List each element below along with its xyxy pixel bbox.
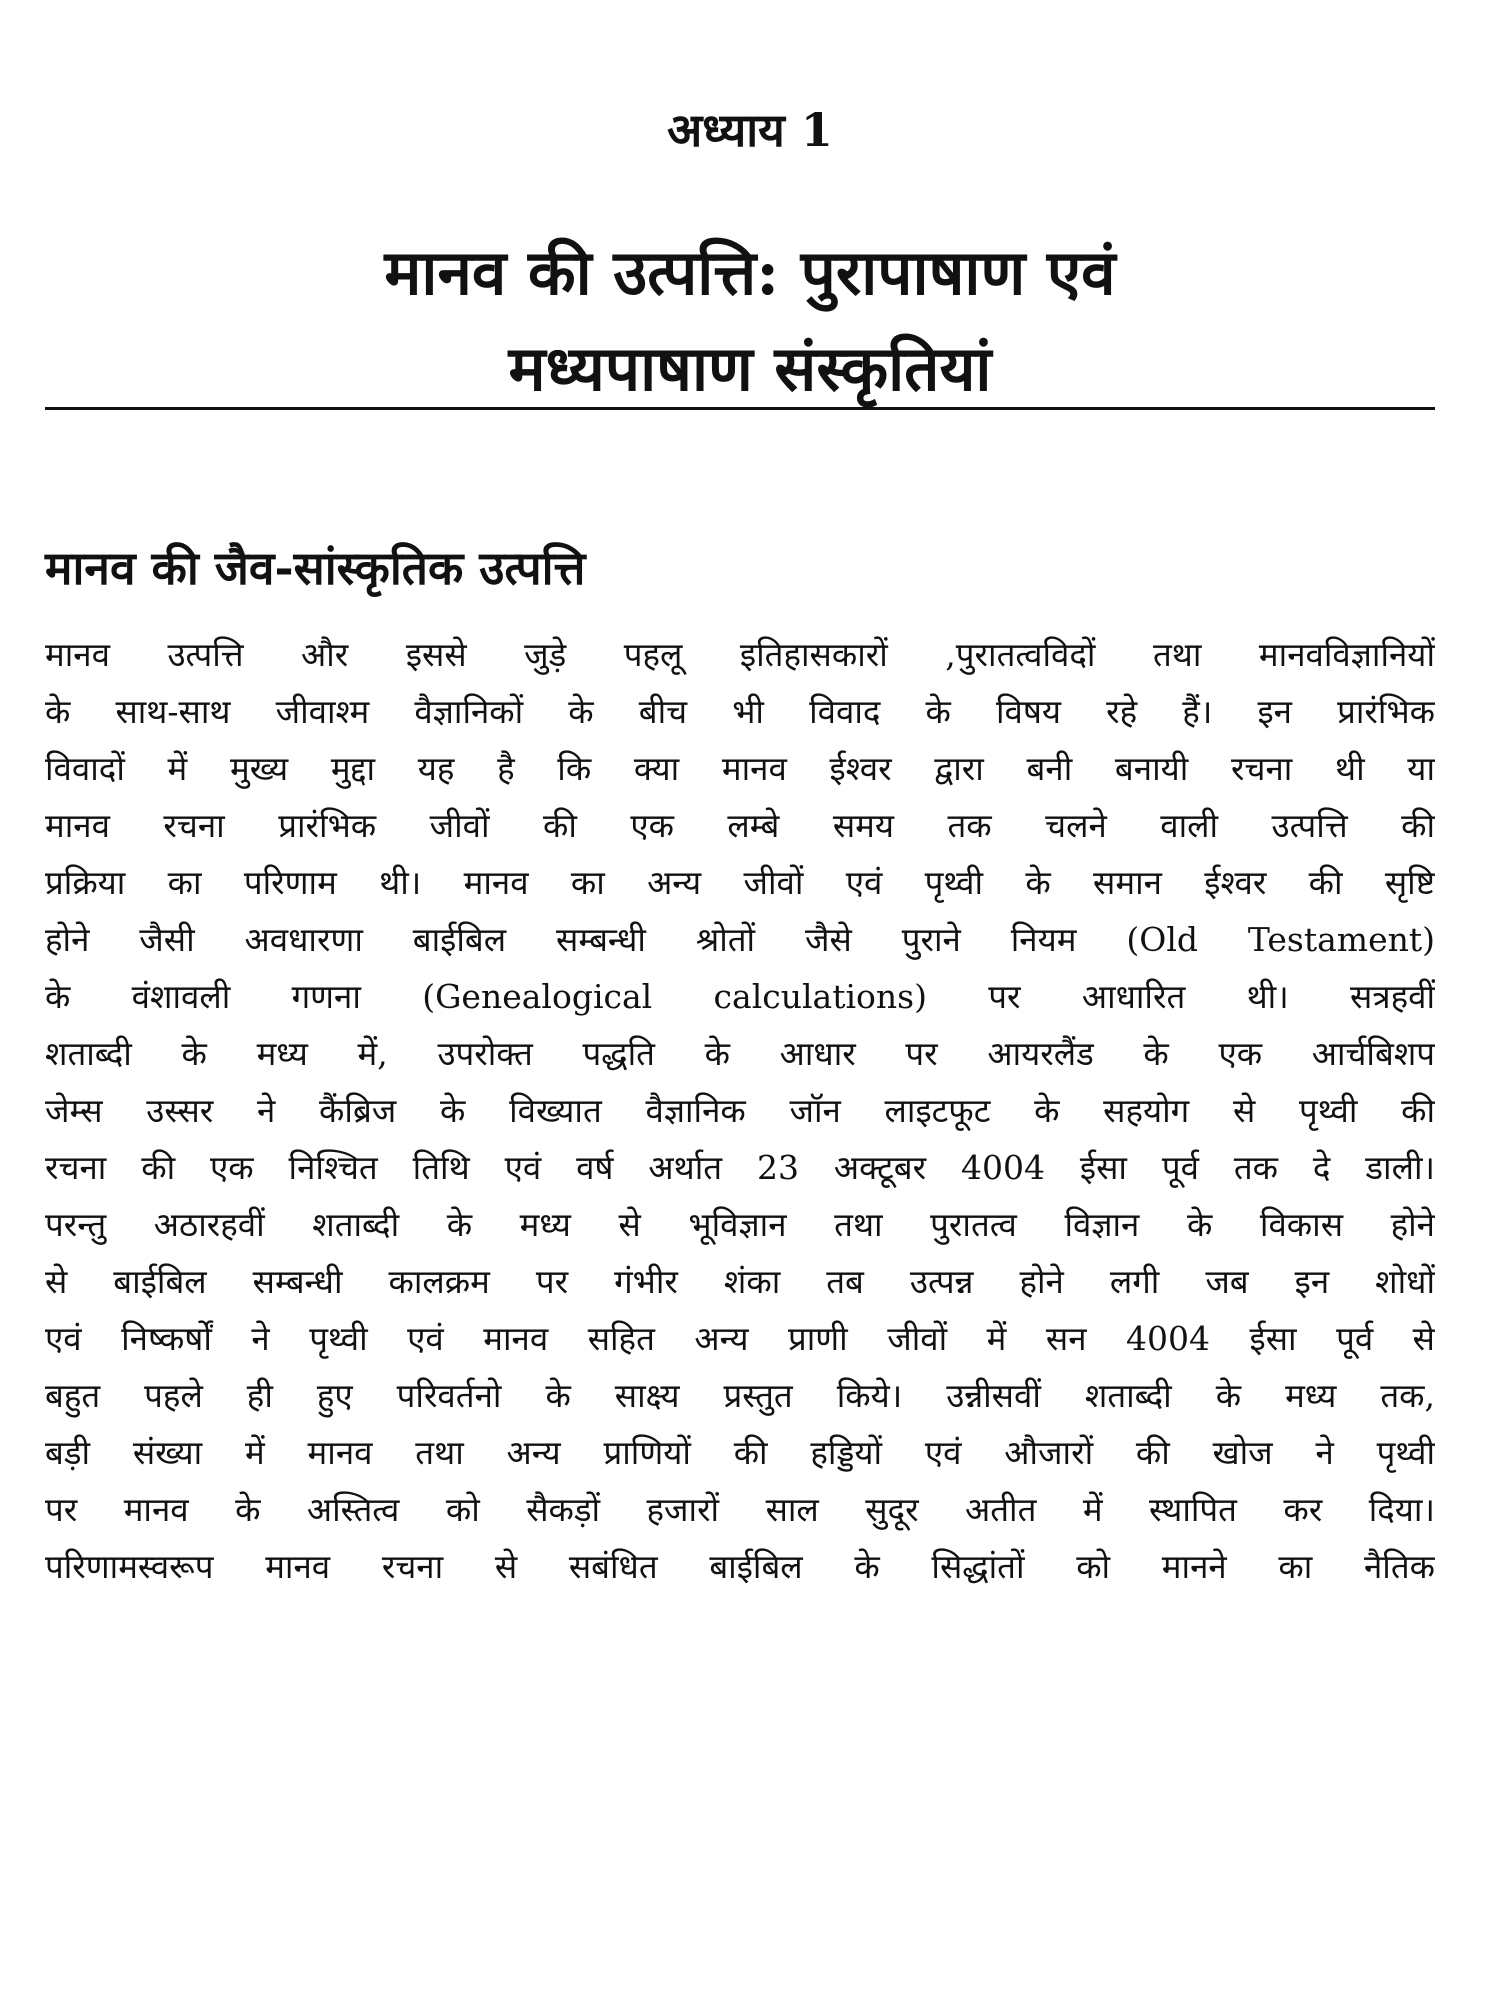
chapter-title-line: मध्यपाषाण संस्कृतियां <box>508 332 992 405</box>
paragraph-line: परन्तु अठारहवीं शताब्दी के मध्य से भूविज्ञान तथा पुरातत्व विज्ञान के विकास होने <box>45 1205 1435 1244</box>
paragraph-line: बहुत पहले ही हुए परिवर्तनो के साक्ष्य प्रस्तुत किये। उन्नीसवीं शताब्दी के मध्य तक, <box>45 1376 1435 1415</box>
paragraph-line: विवादों में मुख्य मुद्दा यह है कि क्या मानव ईश्वर द्वारा बनी बनायी रचना थी या <box>45 749 1435 788</box>
paragraph-line: बड़ी संख्या में मानव तथा अन्य प्राणियों की हड्डियों एवं औजारों की खोज ने पृथ्वी <box>45 1433 1435 1472</box>
paragraph-line: से बाईबिल सम्बन्धी कालक्रम पर गंभीर शंका तब उत्पन्न होने लगी जब इन शोधों <box>45 1262 1435 1301</box>
title-divider <box>45 407 1435 410</box>
chapter-label: अध्याय 1 <box>667 103 833 157</box>
body-paragraph <box>45 626 1435 1595</box>
paragraph-line: शताब्दी के मध्य में, उपरोक्त पद्धति के आधार पर आयरलैंड के एक आर्चबिशप <box>45 1034 1435 1073</box>
paragraph-line: रचना की एक निश्चित तिथि एवं वर्ष अर्थात 23 अक्टूबर 4004 ईसा पूर्व तक दे डाली। <box>45 1148 1435 1187</box>
paragraph-line: मानव उत्पत्ति और इससे जुड़े पहलू इतिहासकारों ,पुरातत्वविदों तथा मानवविज्ञानियों <box>45 635 1435 674</box>
paragraph-line: प्रक्रिया का परिणाम थी। मानव का अन्य जीवों एवं पृथ्वी के समान ईश्वर की सृष्टि <box>45 863 1435 902</box>
section-heading: मानव की जैव-सांस्कृतिक उत्पत्ति <box>45 541 586 595</box>
paragraph-line: जेम्स उस्सर ने कैंब्रिज के विख्यात वैज्ञानिक जॉन लाइटफूट के सहयोग से पृथ्वी की <box>45 1091 1435 1130</box>
paragraph-line: के साथ-साथ जीवाश्म वैज्ञानिकों के बीच भी विवाद के विषय रहे हैं। इन प्रारंभिक <box>45 692 1435 731</box>
paragraph-line: के वंशावली गणना (Genealogical calculations) पर आधारित थी। सत्रहवीं <box>45 977 1435 1016</box>
paragraph-line: पर मानव के अस्तित्व को सैकड़ों हजारों साल सुदूर अतीत में स्थापित कर दिया। <box>45 1490 1435 1529</box>
paragraph-line: परिणामस्वरूप मानव रचना से सबंधित बाईबिल के सिद्धांतों को मानने का नैतिक <box>45 1547 1435 1586</box>
paragraph-line: मानव रचना प्रारंभिक जीवों की एक लम्बे समय तक चलने वाली उत्पत्ति की <box>45 806 1435 845</box>
paragraph-line: होने जैसी अवधारणा बाईबिल सम्बन्धी श्रोतों जैसे पुराने नियम (Old Testament) <box>45 920 1435 959</box>
chapter-title <box>0 225 1500 417</box>
chapter-title-line: मानव की उत्पत्ति: पुरापाषाण एवं <box>384 236 1116 309</box>
paragraph-line: एवं निष्कर्षों ने पृथ्वी एवं मानव सहित अन्य प्राणी जीवों में सन 4004 ईसा पूर्व से <box>45 1319 1435 1358</box>
